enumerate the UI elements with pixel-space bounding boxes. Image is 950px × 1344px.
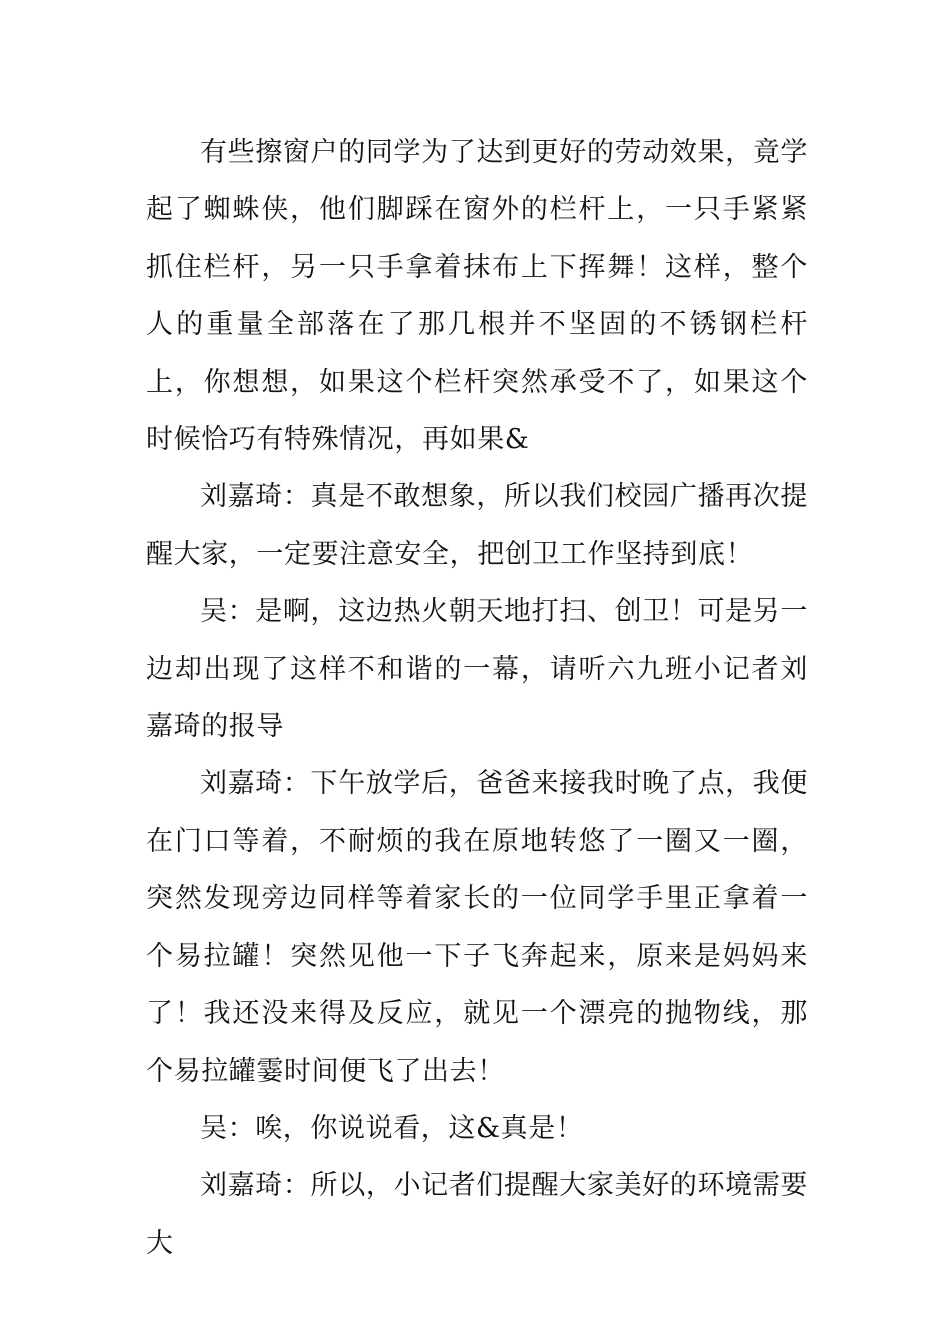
paragraph-liu-closing: 刘嘉琦：所以，小记者们提醒大家美好的环境需要大 xyxy=(146,1170,808,1259)
document-body xyxy=(146,124,808,1272)
paragraph-wu-discordant-scene: 吴：是啊，这边热火朝天地打扫、创卫！可是另一边却出现了这样不和谐的一幕，请听六九班小记者刘嘉琦的报导 xyxy=(146,596,808,743)
paragraph-wu-sigh: 吴：唉，你说说看，这&真是！ xyxy=(200,1112,584,1144)
paragraph-liu-safety-reminder: 刘嘉琦：真是不敢想象，所以我们校园广播再次提醒大家，一定要注意安全，把创卫工作坚持到底！ xyxy=(146,481,808,570)
paragraph-liu-report: 刘嘉琦：下午放学后，爸爸来接我时晚了点，我便在门口等着，不耐烦的我在原地转悠了一圈又一圈，突然发现旁边同样等着家长的一位同学手里正拿着一个易拉罐！突然见他一下子飞奔起来，原来是妈妈来了！我还没来得及反应，就见一个漂亮的抛物线，那个易拉罐霎时间便飞了出去！ xyxy=(146,768,808,1087)
paragraph-window-cleaning: 有些擦窗户的同学为了达到更好的劳动效果，竟学起了蜘蛛侠，他们脚踩在窗外的栏杆上，一只手紧紧抓住栏杆，另一只手拿着抹布上下挥舞！这样，整个人的重量全部落在了那几根并不坚固的不锈钢栏杆上，你想想，如果这个栏杆突然承受不了，如果这个时候恰巧有特殊情况，再如果& xyxy=(146,137,808,456)
